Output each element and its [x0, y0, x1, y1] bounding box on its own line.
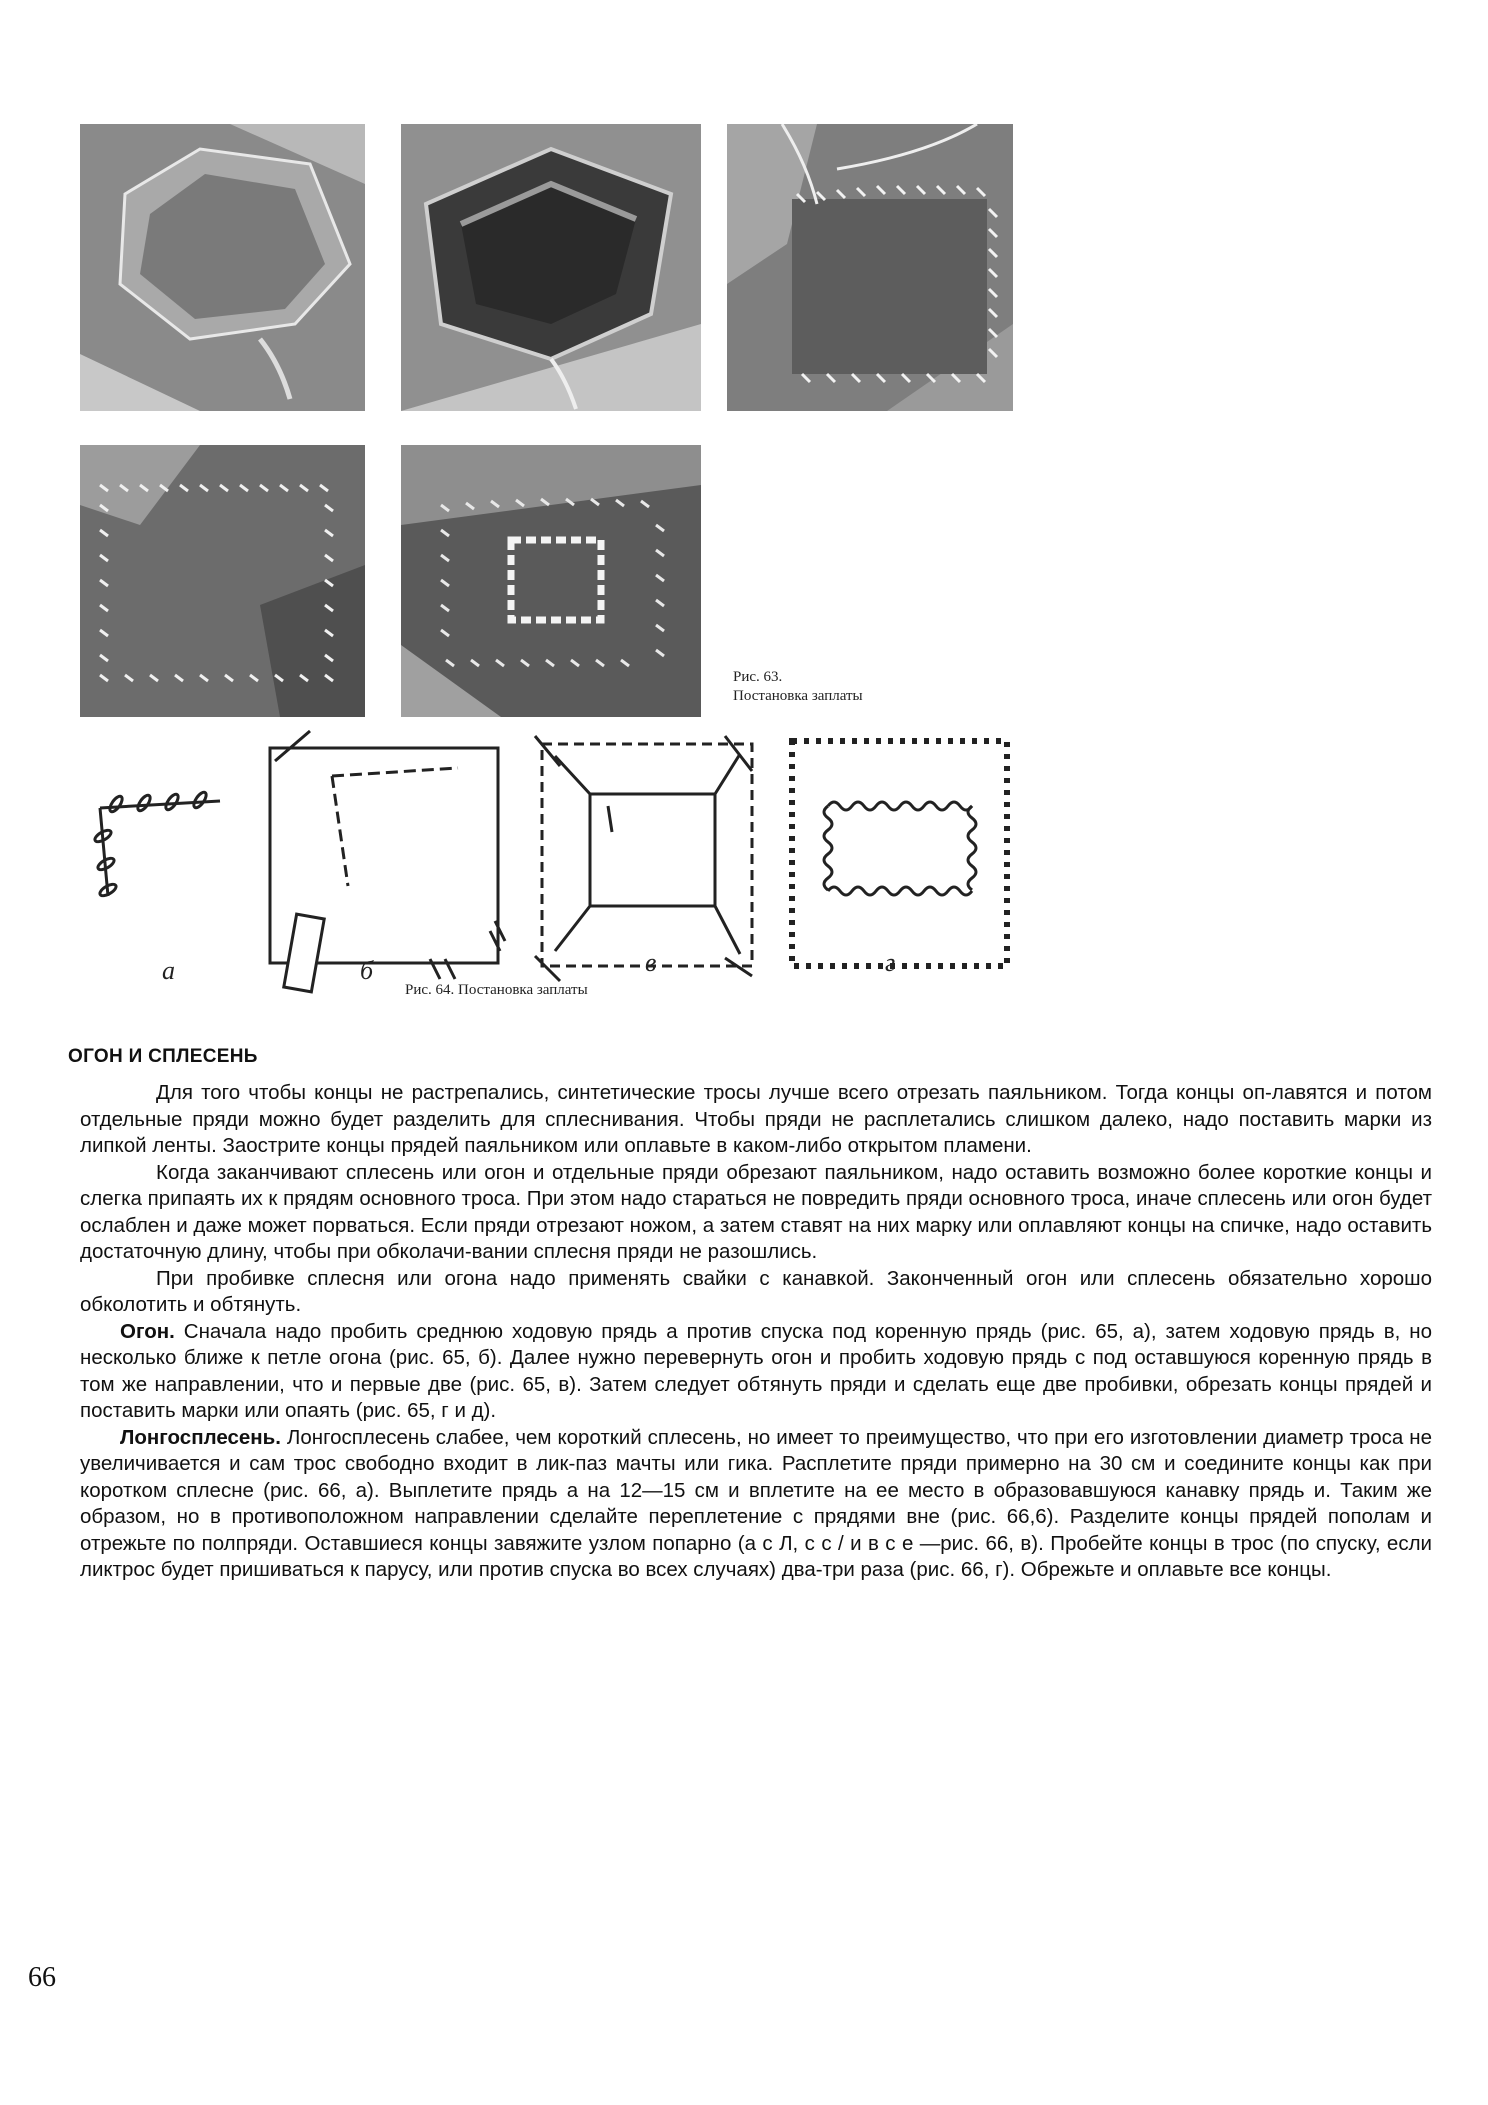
figure-64-label-a: а	[162, 956, 175, 985]
long-splice-heading: Лонгосплесень.	[120, 1425, 281, 1449]
section-title: ОГОН И СПЛЕСЕНЬ	[68, 1046, 258, 1067]
page-number: 66	[28, 1962, 56, 1993]
figure-63-number: Рис. 63.	[733, 669, 783, 685]
paragraph-cutting: Для того чтобы концы не растрепались, синтетические тросы лучше всего отрезать паяльником. Тогда концы оп-лавятся и потом отдельные пряди можно будет разделить для сплеснивания. Чтобы пряди не расплетались слишком далеко, надо поставить марки из липкой ленты. Заострите концы прядей паяльником или оплавьте в каком-либо открытом пламени.	[80, 1081, 1432, 1157]
figure-64-label-v: в	[645, 948, 657, 977]
eye-splice-heading: Огон.	[120, 1319, 175, 1343]
photo-patch-stitching	[727, 124, 1013, 411]
photo-patch-sewn	[80, 445, 365, 717]
figure-63-caption	[733, 668, 863, 706]
photo-patch-cut	[80, 124, 365, 411]
paragraph-eye-splice	[80, 1319, 1432, 1425]
photo-patch-reverse	[401, 445, 701, 717]
figure-64-label-g: г	[885, 948, 896, 977]
figure-64-diagrams	[80, 726, 1020, 1006]
body-text	[80, 1080, 1432, 1584]
eye-splice-text: Сначала надо пробить среднюю ходовую прядь а против спуска под коренную прядь (рис. 65, а), затем ходовую прядь в, но несколько ближе к петле огона (рис. 65, б). Далее нужно перевернуть огон и пробить ходовую прядь с под оставшуюся коренную прядь в том же направлении, что и первые две (рис. 65, в). Затем следует обтянуть пряди и сделать еще две пробивки, обрезать концы прядей и поставить марки или опаять (рис. 65, г и д).	[80, 1319, 1432, 1422]
photo-patch-folded	[401, 124, 701, 411]
paragraph-finishing: Когда заканчивают сплесень или огон и отдельные пряди обрезают паяльником, надо оставить возможно более короткие концы и слегка припаять их к прядям основного троса. При этом надо стараться не повредить пряди основного троса, иначе сплесень или огон будет ослаблен и даже может порваться. Если пряди отрезают ножом, а затем ставят на них марку или оплавляют концы на спичке, надо оставить достаточную длину, чтобы при обколачи-вании сплесня пряди не разошлись.	[80, 1160, 1432, 1263]
figure-64-label-b: б	[360, 956, 374, 985]
figure-63-title: Постановка заплаты	[733, 688, 863, 704]
paragraph-long-splice	[80, 1425, 1432, 1584]
paragraph-fid: При пробивке сплесня или огона надо применять свайки с канавкой. Законченный огон или сплесень обязательно хорошо обколотить и обтянуть.	[80, 1266, 1432, 1316]
figure-64-caption: Рис. 64. Постановка заплаты	[405, 982, 588, 998]
long-splice-text: Лонгосплесень слабее, чем короткий сплесень, но имеет то преимущество, что при его изготовлении диаметр троса не увеличивается и сам трос свободно входит в лик-паз мачты или гика. Расплетите пряди примерно на 30 см и соедините концы как при коротком сплесне (рис. 66, а). Выплетите прядь а на 12—15 см и вплетите на ее место в образовавшуюся канавку прядь и. Таким же образом, но в противоположном направлении сделайте переплетение с прядями вне (рис. 66,6). Разделите концы прядей пополам и отрежьте по полпряди. Оставшиеся концы завяжите узлом попарно (а с Л, с с / и в с е —рис. 66, в). Пробейте концы в трос (по спуску, если ликтрос будет пришиваться к парусу, или против спуска во всех случаях) два-три раза (рис. 66, г). Обрежьте и оплавьте все концы.	[80, 1425, 1432, 1581]
